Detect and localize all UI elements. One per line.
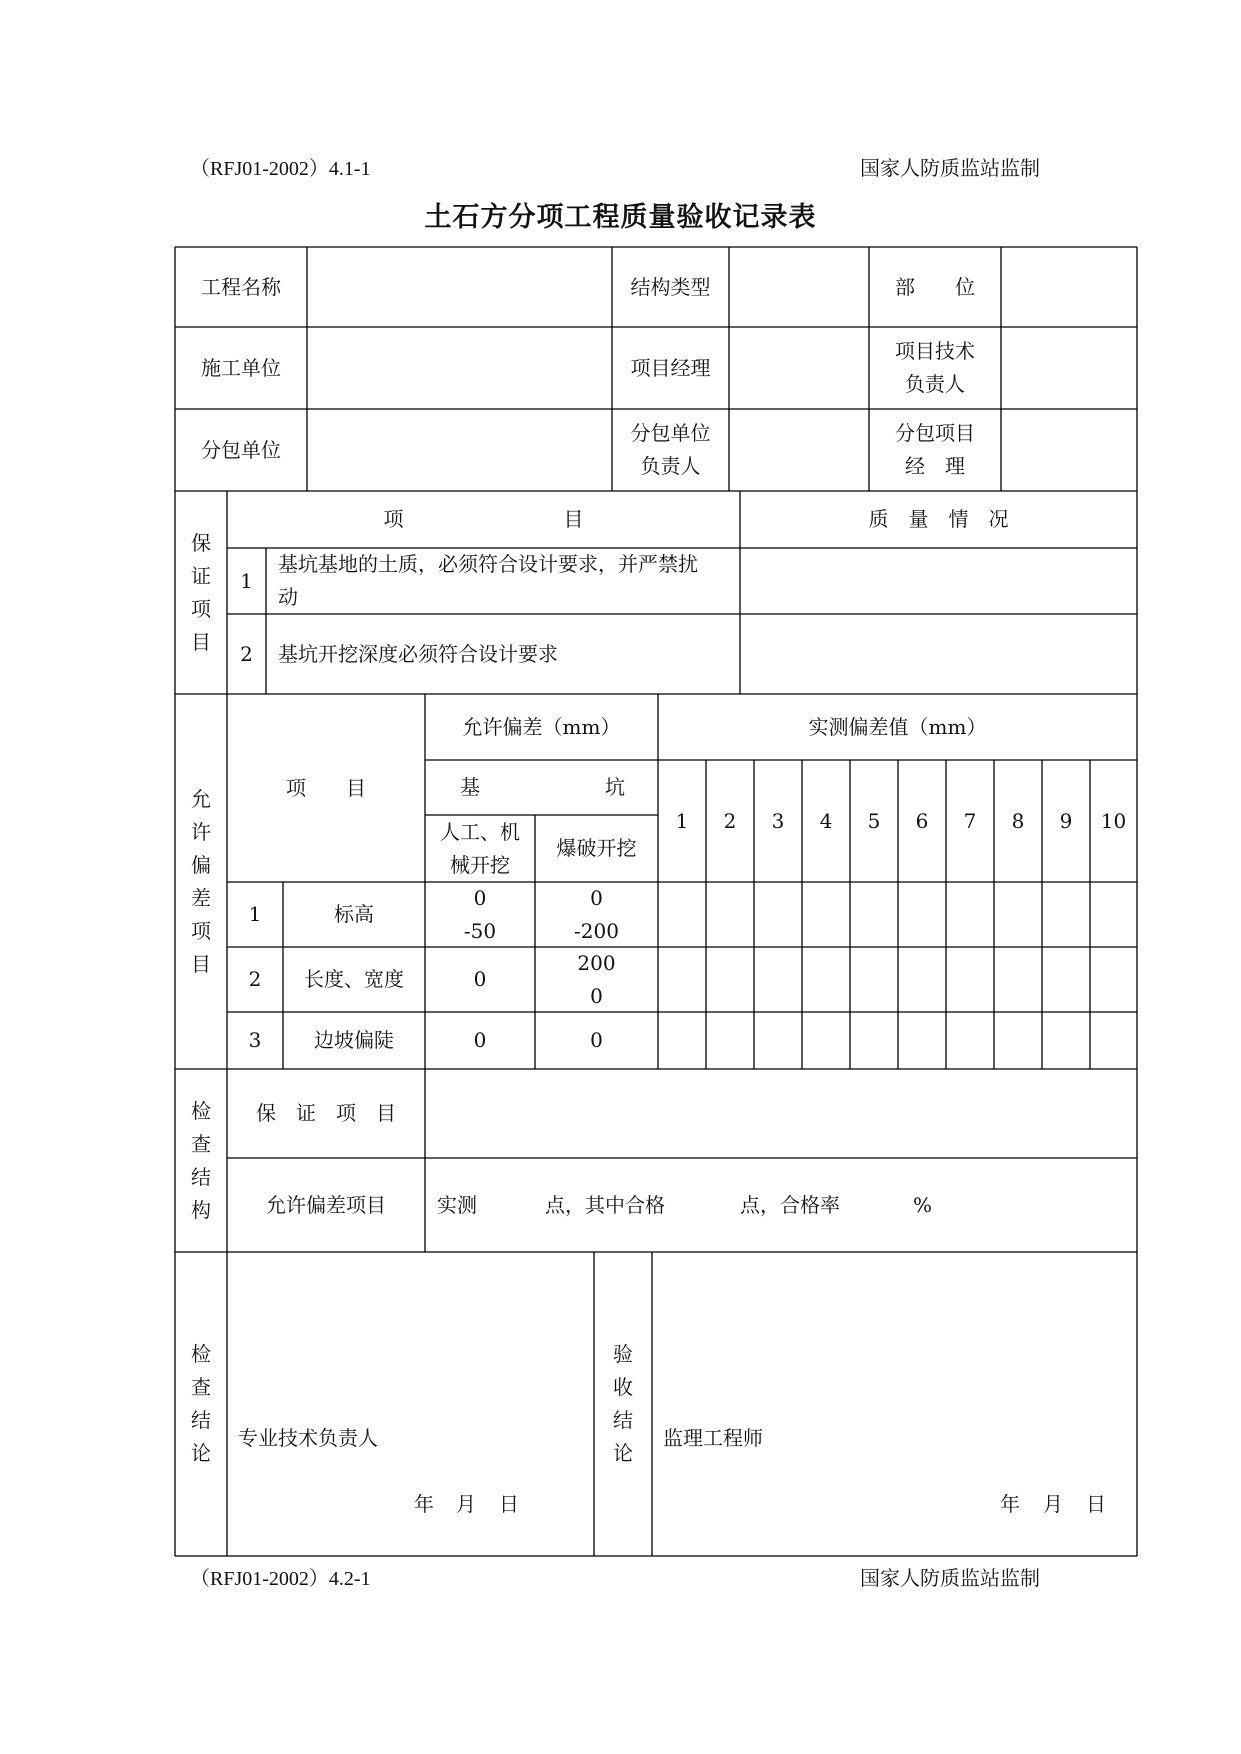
check-guarantee-label: 保 证 项 目	[256, 1101, 396, 1125]
construction-unit-field[interactable]	[307, 327, 612, 409]
check-result-side-label: 检 查 结 构	[191, 1098, 211, 1222]
date-year: 年	[414, 1491, 434, 1516]
stat-points-passed: 点，其中合格	[545, 1192, 665, 1217]
tech-lead-signature: 专业技术负责人	[238, 1425, 378, 1450]
position-field[interactable]	[1001, 247, 1137, 327]
position-label: 部 位	[895, 274, 975, 299]
measured-deviation-header: 实测偏差值（mm）	[808, 714, 987, 739]
deviation-row-no: 2	[248, 967, 262, 991]
deviation-row-blast: 0 -200	[574, 885, 619, 943]
tech-lead-label: 项目技术 负责人	[895, 339, 975, 396]
measure-point-number: 10	[1100, 808, 1127, 833]
date-day: 日	[1086, 1491, 1106, 1516]
deviation-row-blast: 200 0	[577, 950, 616, 1008]
project-manager-label: 项目经理	[630, 355, 711, 380]
guarantee-item-no: 1	[240, 568, 253, 593]
deviation-row-name: 标高	[334, 902, 374, 926]
footer-supervisor-note: 国家人防质监站监制	[860, 1568, 1040, 1590]
deviation-row-manual: 0 -50	[463, 885, 497, 943]
supervisor-note: 国家人防质监站监制	[860, 158, 1040, 180]
construction-unit-label: 施工单位	[201, 355, 281, 380]
deviation-row-name: 边坡偏陡	[314, 1028, 394, 1052]
guarantee-item-text: 基坑开挖深度必须符合设计要求	[278, 641, 558, 666]
form-code: （RFJ01-2002）4.1-1	[190, 158, 371, 180]
deviation-row-manual: 0	[473, 1028, 487, 1052]
manual-excavation-header: 人工、机 械开挖	[440, 819, 520, 877]
check-conclusion-label: 检 查 结 论	[191, 1342, 211, 1465]
check-deviation-label: 允许偏差项目	[266, 1192, 386, 1217]
page-title: 土石方分项工程质量验收记录表	[424, 202, 817, 233]
deviation-side-label: 允 许 偏 差 项 目	[191, 786, 211, 976]
measure-point-number: 5	[867, 808, 881, 833]
measure-point-number: 3	[771, 808, 785, 833]
tech-lead-field[interactable]	[1001, 327, 1137, 409]
allowed-deviation-header: 允许偏差（mm）	[462, 714, 621, 739]
guarantee-quality-field[interactable]	[740, 614, 1137, 694]
structure-type-label: 结构类型	[630, 274, 711, 299]
supervisor-engineer-signature: 监理工程师	[663, 1425, 763, 1450]
guarantee-item-no: 2	[240, 641, 253, 666]
deviation-row-blast: 0	[590, 1028, 603, 1052]
project-name-label: 工程名称	[201, 274, 281, 299]
measure-point-number: 2	[723, 808, 737, 833]
subcontractor-field[interactable]	[307, 409, 612, 491]
guarantee-item-header: 项 目	[383, 507, 584, 531]
measure-point-number: 1	[675, 808, 689, 833]
measure-point-number: 4	[819, 808, 833, 833]
guarantee-item-text: 基坑基地的土质，必须符合设计要求，并严禁扰 动	[278, 552, 698, 609]
date-day: 日	[499, 1491, 519, 1516]
sub-project-manager-field[interactable]	[1001, 409, 1137, 491]
deviation-row-name: 长度、宽度	[304, 967, 404, 991]
pit-header	[460, 760, 625, 815]
project-name-field[interactable]	[307, 247, 612, 327]
blast-excavation-header: 爆破开挖	[556, 836, 637, 860]
measure-point-number: 6	[915, 808, 929, 833]
deviation-row-no: 1	[248, 902, 262, 926]
subcontractor-lead-label: 分包单位 负责人	[630, 421, 711, 478]
stat-pass-rate: 点，合格率	[740, 1192, 840, 1217]
measure-point-number: 9	[1059, 808, 1073, 833]
measure-point-number: 7	[963, 808, 977, 833]
deviation-row-manual: 0	[473, 967, 487, 991]
pit-header-b: 坑	[605, 775, 625, 799]
project-manager-field[interactable]	[729, 327, 869, 409]
subcontractor-lead-field[interactable]	[729, 409, 869, 491]
stat-measured: 实测	[437, 1192, 477, 1217]
quality-header: 质 量 情 况	[868, 507, 1009, 531]
deviation-item-header: 项 目	[286, 775, 366, 800]
structure-type-field[interactable]	[729, 247, 869, 327]
guarantee-quality-field[interactable]	[740, 548, 1137, 614]
date-month: 月	[1043, 1491, 1063, 1516]
subcontractor-label: 分包单位	[201, 437, 281, 462]
pit-header-a: 基	[460, 775, 480, 799]
footer-form-code: （RFJ01-2002）4.2-1	[190, 1568, 371, 1590]
acceptance-conclusion-label: 验 收 结 论	[613, 1342, 633, 1465]
measure-point-number: 8	[1011, 808, 1025, 833]
check-guarantee-field[interactable]	[425, 1069, 1137, 1158]
stat-percent: %	[913, 1192, 933, 1217]
date-year: 年	[1000, 1491, 1020, 1516]
deviation-row-no: 3	[248, 1028, 262, 1052]
sub-project-manager-label: 分包项目 经 理	[895, 421, 975, 478]
guarantee-side-label: 保 证 项 目	[191, 530, 211, 654]
date-month: 月	[456, 1491, 476, 1516]
